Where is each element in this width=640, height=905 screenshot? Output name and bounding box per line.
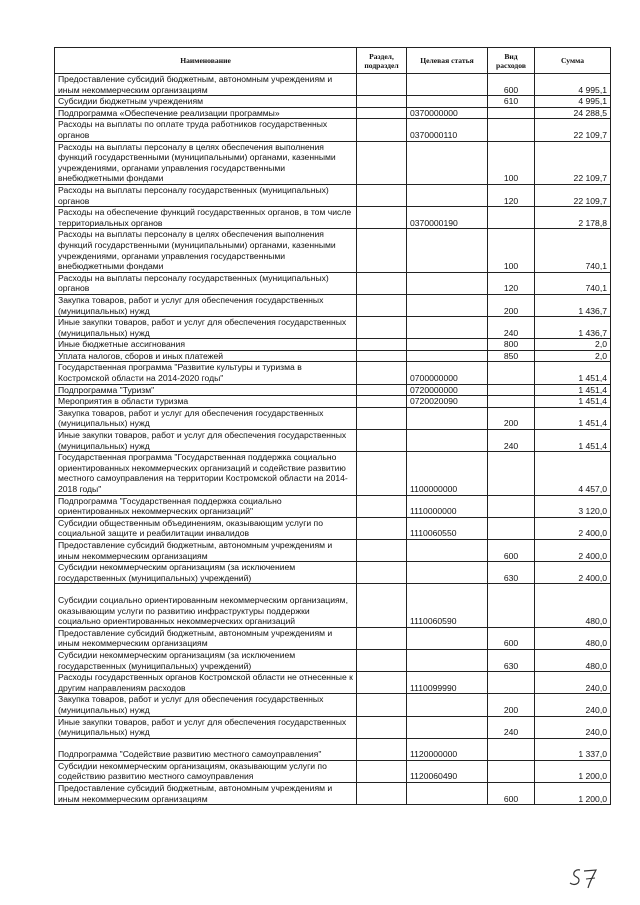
row-sum-cell: 2,0 (535, 339, 611, 351)
row-kind-cell: 600 (488, 783, 535, 805)
row-section-cell (357, 716, 407, 738)
row-sum-cell: 240,0 (535, 716, 611, 738)
row-sum-cell: 2 400,0 (535, 562, 611, 584)
row-target-cell: 0700000000 (407, 362, 488, 384)
row-section-cell (357, 96, 407, 108)
row-kind-cell (488, 672, 535, 694)
row-section-cell (357, 350, 407, 362)
table-row (55, 649, 611, 671)
row-section-cell (357, 495, 407, 517)
row-kind-cell: 600 (488, 627, 535, 649)
row-target-cell: 1120000000 (407, 738, 488, 760)
row-name-cell: Закупка товаров, работ и услуг для обеспечения государственных (муниципальных) нужд (55, 694, 357, 716)
row-sum-cell: 1 200,0 (535, 760, 611, 782)
row-name-cell: Мероприятия в области туризма (55, 396, 357, 408)
row-kind-cell: 600 (488, 539, 535, 561)
row-name-cell: Закупка товаров, работ и услуг для обеспечения государственных (муниципальных) нужд (55, 407, 357, 429)
row-target-cell (407, 272, 488, 294)
row-kind-cell (488, 517, 535, 539)
row-name-cell: Государственная программа "Развитие культуры и туризма в Костромской области на 2014-2020 годы" (55, 362, 357, 384)
row-section-cell (357, 407, 407, 429)
row-name-cell: Уплата налогов, сборов и иных платежей (55, 350, 357, 362)
row-kind-cell: 630 (488, 562, 535, 584)
table-row (55, 517, 611, 539)
row-sum-cell: 4 457,0 (535, 452, 611, 495)
handwritten-page-number (568, 864, 602, 892)
row-kind-cell: 240 (488, 716, 535, 738)
row-section-cell (357, 738, 407, 760)
row-section-cell (357, 760, 407, 782)
row-target-cell (407, 430, 488, 452)
row-section-cell (357, 339, 407, 351)
row-kind-cell: 630 (488, 649, 535, 671)
row-target-cell (407, 74, 488, 96)
row-kind-cell: 120 (488, 272, 535, 294)
row-section-cell (357, 396, 407, 408)
table-row (55, 452, 611, 495)
table-row (55, 207, 611, 229)
row-target-cell: 1100000000 (407, 452, 488, 495)
table-row (55, 396, 611, 408)
table-row (55, 272, 611, 294)
row-target-cell: 1110060590 (407, 584, 488, 627)
row-target-cell: 1110000000 (407, 495, 488, 517)
row-sum-cell: 1 451,4 (535, 384, 611, 396)
table-row (55, 384, 611, 396)
row-sum-cell: 1 451,4 (535, 362, 611, 384)
row-sum-cell: 1 200,0 (535, 783, 611, 805)
row-name-cell: Предоставление субсидий бюджетным, автономным учреждениям и иным некоммерческим организациям (55, 783, 357, 805)
row-kind-cell: 800 (488, 339, 535, 351)
row-section-cell (357, 229, 407, 272)
table-row (55, 339, 611, 351)
table-row (55, 184, 611, 206)
row-section-cell (357, 107, 407, 119)
table-header-row (55, 48, 611, 74)
row-target-cell: 0720000000 (407, 384, 488, 396)
table-row (55, 229, 611, 272)
row-name-cell: Субсидии бюджетным учреждениям (55, 96, 357, 108)
row-section-cell (357, 430, 407, 452)
table-row (55, 407, 611, 429)
row-sum-cell: 740,1 (535, 272, 611, 294)
table-row (55, 107, 611, 119)
row-sum-cell: 1 451,4 (535, 430, 611, 452)
row-target-cell (407, 350, 488, 362)
row-sum-cell: 2 400,0 (535, 517, 611, 539)
row-kind-cell: 100 (488, 229, 535, 272)
table-row (55, 716, 611, 738)
row-section-cell (357, 562, 407, 584)
row-sum-cell: 22 109,7 (535, 119, 611, 141)
row-sum-cell: 1 451,4 (535, 396, 611, 408)
row-section-cell (357, 384, 407, 396)
row-name-cell: Предоставление субсидий бюджетным, автономным учреждениям и иным некоммерческим организациям (55, 74, 357, 96)
table-row (55, 430, 611, 452)
row-name-cell: Предоставление субсидий бюджетным, автономным учреждениям и иным некоммерческим организациям (55, 539, 357, 561)
row-kind-cell (488, 107, 535, 119)
table-row (55, 672, 611, 694)
row-name-cell: Иные закупки товаров, работ и услуг для обеспечения государственных (муниципальных) нужд (55, 317, 357, 339)
table-row (55, 317, 611, 339)
row-sum-cell: 22 109,7 (535, 184, 611, 206)
row-name-cell: Субсидии общественным объединениям, оказывающим услуги по социальной защите и реабилитации инвалидов (55, 517, 357, 539)
row-section-cell (357, 141, 407, 184)
row-target-cell (407, 317, 488, 339)
header-sum: Сумма (535, 48, 611, 74)
table-row (55, 141, 611, 184)
row-name-cell: Подпрограмма «Обеспечение реализации программы» (55, 107, 357, 119)
row-name-cell: Иные закупки товаров, работ и услуг для обеспечения государственных (муниципальных) нужд (55, 430, 357, 452)
row-kind-cell (488, 760, 535, 782)
table-row (55, 584, 611, 627)
table-row (55, 350, 611, 362)
row-sum-cell: 1 436,7 (535, 294, 611, 316)
header-target: Целевая статья (407, 48, 488, 74)
row-kind-cell (488, 452, 535, 495)
row-name-cell: Расходы на выплаты персоналу в целях обеспечения выполнения функций государственными (муниципальными) органами, казенными учреждениями, органами управления государственными внебюджетными фондами (55, 141, 357, 184)
row-target-cell (407, 339, 488, 351)
row-section-cell (357, 627, 407, 649)
row-sum-cell: 2 400,0 (535, 539, 611, 561)
row-sum-cell: 740,1 (535, 229, 611, 272)
row-sum-cell: 2 178,8 (535, 207, 611, 229)
row-section-cell (357, 362, 407, 384)
row-name-cell: Расходы на выплаты персоналу государственных (муниципальных) органов (55, 272, 357, 294)
row-name-cell: Закупка товаров, работ и услуг для обеспечения государственных (муниципальных) нужд (55, 294, 357, 316)
row-target-cell: 0370000000 (407, 107, 488, 119)
row-target-cell (407, 783, 488, 805)
row-target-cell: 1110099990 (407, 672, 488, 694)
row-kind-cell (488, 584, 535, 627)
table-row (55, 74, 611, 96)
row-section-cell (357, 584, 407, 627)
row-sum-cell: 240,0 (535, 672, 611, 694)
table-row (55, 694, 611, 716)
row-name-cell: Субсидии социально ориентированным некоммерческим организациям, оказывающим услуги по развитию инфраструктуры поддержки социально ориентированных некоммерческих организаций (55, 584, 357, 627)
table-row (55, 627, 611, 649)
row-target-cell (407, 649, 488, 671)
header-section: Раздел, подраздел (357, 48, 407, 74)
row-sum-cell: 22 109,7 (535, 141, 611, 184)
row-section-cell (357, 272, 407, 294)
row-section-cell (357, 517, 407, 539)
row-sum-cell: 3 120,0 (535, 495, 611, 517)
row-section-cell (357, 294, 407, 316)
budget-table (54, 47, 611, 805)
row-kind-cell (488, 207, 535, 229)
row-sum-cell: 480,0 (535, 584, 611, 627)
row-target-cell (407, 694, 488, 716)
row-kind-cell: 100 (488, 141, 535, 184)
table-row (55, 495, 611, 517)
row-sum-cell: 4 995,1 (535, 96, 611, 108)
row-target-cell (407, 184, 488, 206)
row-sum-cell: 480,0 (535, 627, 611, 649)
row-kind-cell: 120 (488, 184, 535, 206)
row-section-cell (357, 74, 407, 96)
row-target-cell (407, 407, 488, 429)
row-sum-cell: 1 436,7 (535, 317, 611, 339)
row-kind-cell (488, 396, 535, 408)
row-kind-cell: 610 (488, 96, 535, 108)
row-target-cell (407, 141, 488, 184)
row-sum-cell: 1 451,4 (535, 407, 611, 429)
row-target-cell: 0370000190 (407, 207, 488, 229)
table-row (55, 96, 611, 108)
row-target-cell (407, 716, 488, 738)
table-row (55, 738, 611, 760)
row-sum-cell: 24 288,5 (535, 107, 611, 119)
row-kind-cell (488, 362, 535, 384)
row-target-cell (407, 96, 488, 108)
row-name-cell: Подпрограмма "Государственная поддержка социально ориентированных некоммерческих организаций" (55, 495, 357, 517)
table-row (55, 539, 611, 561)
row-name-cell: Расходы государственных органов Костромской области не отнесенные к другим направлениям расходов (55, 672, 357, 694)
row-target-cell (407, 294, 488, 316)
row-section-cell (357, 452, 407, 495)
row-section-cell (357, 119, 407, 141)
row-target-cell (407, 562, 488, 584)
row-section-cell (357, 783, 407, 805)
row-target-cell (407, 229, 488, 272)
row-section-cell (357, 649, 407, 671)
row-section-cell (357, 539, 407, 561)
row-name-cell: Государственная программа "Государственная поддержка социально ориентированных некоммерческих организаций и содействие развитию местного самоуправления на территории Костромской области на 2014-2018 годы" (55, 452, 357, 495)
row-section-cell (357, 317, 407, 339)
row-name-cell: Иные бюджетные ассигнования (55, 339, 357, 351)
row-kind-cell (488, 738, 535, 760)
row-section-cell (357, 694, 407, 716)
row-name-cell: Субсидии некоммерческим организациям (за исключением государственных (муниципальных) учреждений) (55, 649, 357, 671)
row-section-cell (357, 184, 407, 206)
row-name-cell: Расходы на обеспечение функций государственных органов, в том числе территориальных органов (55, 207, 357, 229)
row-name-cell: Субсидии некоммерческим организациям (за исключением государственных (муниципальных) учреждений) (55, 562, 357, 584)
row-kind-cell: 240 (488, 430, 535, 452)
row-sum-cell: 4 995,1 (535, 74, 611, 96)
row-sum-cell: 480,0 (535, 649, 611, 671)
table-row (55, 562, 611, 584)
row-sum-cell: 2,0 (535, 350, 611, 362)
row-target-cell: 0720020090 (407, 396, 488, 408)
row-kind-cell (488, 495, 535, 517)
table-row (55, 362, 611, 384)
table-row (55, 783, 611, 805)
row-target-cell: 1110060550 (407, 517, 488, 539)
row-name-cell: Расходы на выплаты по оплате труда работников государственных органов (55, 119, 357, 141)
row-kind-cell: 200 (488, 294, 535, 316)
table-row (55, 119, 611, 141)
table-body (55, 74, 611, 805)
row-sum-cell: 240,0 (535, 694, 611, 716)
table-row (55, 760, 611, 782)
row-name-cell: Подпрограмма "Содействие развитию местного самоуправления" (55, 738, 357, 760)
row-name-cell: Субсидии некоммерческим организациям, оказывающим услуги по содействию развитию местного самоуправления (55, 760, 357, 782)
row-kind-cell (488, 384, 535, 396)
row-kind-cell (488, 119, 535, 141)
row-kind-cell: 600 (488, 74, 535, 96)
header-kind: Вид расходов (488, 48, 535, 74)
row-section-cell (357, 207, 407, 229)
row-target-cell: 0370000110 (407, 119, 488, 141)
row-sum-cell: 1 337,0 (535, 738, 611, 760)
table-row (55, 294, 611, 316)
row-name-cell: Расходы на выплаты персоналу государственных (муниципальных) органов (55, 184, 357, 206)
row-name-cell: Расходы на выплаты персоналу в целях обеспечения выполнения функций государственными (муниципальными) органами, казенными учреждениями, органами управления государственными внебюджетными фондами (55, 229, 357, 272)
row-kind-cell: 200 (488, 407, 535, 429)
row-kind-cell: 200 (488, 694, 535, 716)
row-target-cell (407, 539, 488, 561)
row-target-cell (407, 627, 488, 649)
row-kind-cell: 850 (488, 350, 535, 362)
row-name-cell: Предоставление субсидий бюджетным, автономным учреждениям и иным некоммерческим организациям (55, 627, 357, 649)
row-section-cell (357, 672, 407, 694)
header-name: Наименование (55, 48, 357, 74)
row-name-cell: Иные закупки товаров, работ и услуг для обеспечения государственных (муниципальных) нужд (55, 716, 357, 738)
row-kind-cell: 240 (488, 317, 535, 339)
row-target-cell: 1120060490 (407, 760, 488, 782)
row-name-cell: Подпрограмма "Туризм" (55, 384, 357, 396)
